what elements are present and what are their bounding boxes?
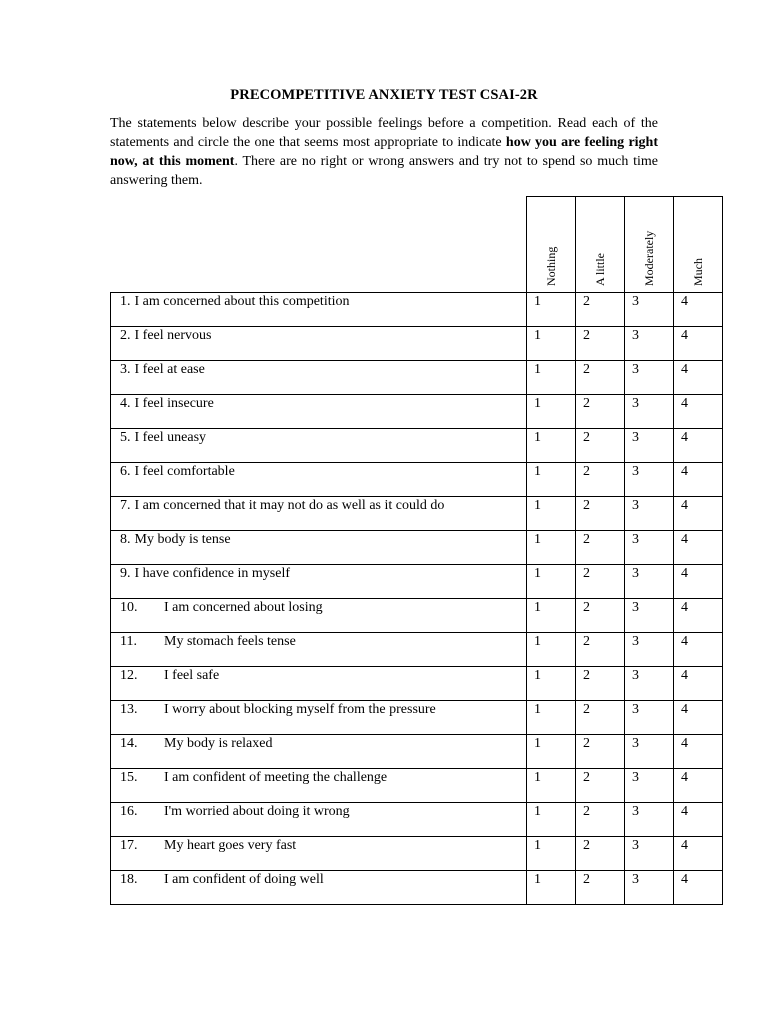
scale-option-cell[interactable] (576, 735, 625, 769)
item-number: 15. (120, 770, 138, 785)
scale-option-value[interactable]: 2 (583, 702, 590, 717)
scale-option-value[interactable]: 3 (632, 498, 639, 513)
instructions-paragraph (110, 114, 658, 190)
header-a-little (576, 197, 625, 293)
scale-option-value[interactable]: 1 (534, 328, 541, 343)
anxiety-scale-table (110, 196, 723, 905)
scale-option-value[interactable]: 3 (632, 566, 639, 581)
scale-option-value[interactable]: 1 (534, 838, 541, 853)
item-number: 6. (120, 464, 131, 479)
header-much (674, 197, 723, 293)
scale-option-value[interactable]: 4 (681, 464, 688, 479)
scale-option-cell[interactable] (625, 803, 674, 837)
scale-option-value[interactable]: 2 (583, 770, 590, 785)
item-statement (111, 463, 526, 481)
scale-option-value[interactable]: 2 (583, 498, 590, 513)
scale-option-cell[interactable] (527, 599, 576, 633)
scale-option-value[interactable]: 4 (681, 702, 688, 717)
item-statement (111, 769, 526, 787)
scale-option-cell[interactable] (527, 701, 576, 735)
scale-option-cell[interactable] (625, 565, 674, 599)
item-text: I feel at ease (134, 362, 205, 377)
item-statement (111, 293, 526, 311)
item-text: I am concerned that it may not do as well as it could do (134, 498, 445, 513)
scale-option-value[interactable]: 4 (681, 430, 688, 445)
scale-option-cell[interactable] (576, 463, 625, 497)
scale-option-value[interactable]: 4 (681, 498, 688, 513)
scale-option-value[interactable]: 1 (534, 770, 541, 785)
scale-option-value[interactable]: 2 (583, 804, 590, 819)
item-statement-cell (111, 361, 527, 395)
scale-option-cell[interactable] (625, 667, 674, 701)
item-text: I am concerned about losing (164, 600, 323, 615)
scale-option-cell[interactable] (576, 361, 625, 395)
scale-option-cell[interactable] (527, 735, 576, 769)
item-text: My heart goes very fast (164, 838, 297, 853)
scale-option-cell[interactable] (576, 327, 625, 361)
scale-option-value[interactable]: 4 (681, 838, 688, 853)
scale-option-value[interactable]: 3 (632, 600, 639, 615)
item-statement (111, 327, 526, 345)
scale-option-value[interactable]: 2 (583, 600, 590, 615)
item-number: 8. (120, 532, 131, 547)
item-number: 16. (120, 804, 138, 819)
item-number: 3. (120, 362, 131, 377)
item-statement-cell (111, 293, 527, 327)
item-statement (111, 633, 526, 651)
scale-option-value[interactable]: 4 (681, 532, 688, 547)
scale-option-value[interactable]: 3 (632, 464, 639, 479)
scale-option-value[interactable]: 4 (681, 294, 688, 309)
scale-option-cell[interactable] (625, 599, 674, 633)
scale-option-value[interactable]: 1 (534, 736, 541, 751)
scale-option-value[interactable]: 3 (632, 668, 639, 683)
scale-option-value[interactable]: 2 (583, 838, 590, 853)
item-statement (111, 531, 526, 549)
scale-option-value[interactable]: 4 (681, 872, 688, 887)
scale-option-cell[interactable] (625, 293, 674, 327)
item-number: 4. (120, 396, 131, 411)
table-row (111, 463, 723, 497)
table-row (111, 769, 723, 803)
scale-option-value[interactable]: 3 (632, 396, 639, 411)
scale-option-value[interactable]: 1 (534, 804, 541, 819)
scale-option-value[interactable]: 1 (534, 668, 541, 683)
item-number: 5. (120, 430, 131, 445)
instructions-emphasis: how you are feeling right now, at this moment (110, 135, 658, 169)
scale-header-row (111, 197, 723, 293)
scale-option-cell[interactable] (576, 599, 625, 633)
item-statement-cell (111, 599, 527, 633)
scale-option-cell[interactable] (674, 701, 723, 735)
scale-option-cell[interactable] (576, 837, 625, 871)
item-statement-cell (111, 837, 527, 871)
scale-option-cell[interactable] (576, 769, 625, 803)
item-text: I feel nervous (134, 328, 212, 343)
scale-option-value[interactable]: 1 (534, 872, 541, 887)
item-number: 14. (120, 736, 138, 751)
item-text: I feel uneasy (134, 430, 207, 445)
item-statement (111, 837, 526, 855)
table-row (111, 599, 723, 633)
scale-option-value[interactable]: 1 (534, 362, 541, 377)
instructions-text-end: . There are no right or wrong answers and try not to spend so much time answering them. (110, 154, 658, 188)
scale-option-cell[interactable] (576, 803, 625, 837)
scale-option-cell[interactable] (674, 599, 723, 633)
header-much-label: Much (691, 258, 705, 286)
table-row (111, 667, 723, 701)
item-text: My body is tense (134, 532, 231, 547)
scale-option-cell[interactable] (625, 327, 674, 361)
scale-option-cell[interactable] (527, 327, 576, 361)
item-statement-cell (111, 701, 527, 735)
scale-option-value[interactable]: 3 (632, 362, 639, 377)
scale-option-value[interactable]: 1 (534, 702, 541, 717)
scale-option-cell[interactable] (674, 735, 723, 769)
item-statement (111, 599, 526, 617)
scale-option-value[interactable]: 1 (534, 600, 541, 615)
scale-option-cell[interactable] (674, 667, 723, 701)
table-row (111, 803, 723, 837)
table-row (111, 565, 723, 599)
scale-option-value[interactable]: 2 (583, 294, 590, 309)
scale-option-value[interactable]: 4 (681, 736, 688, 751)
scale-option-cell[interactable] (674, 633, 723, 667)
item-text: I feel comfortable (134, 464, 235, 479)
scale-option-value[interactable]: 4 (681, 600, 688, 615)
scale-option-cell[interactable] (674, 395, 723, 429)
scale-option-value[interactable]: 3 (632, 532, 639, 547)
scale-option-cell[interactable] (576, 531, 625, 565)
item-number: 13. (120, 702, 138, 717)
item-number: 7. (120, 498, 131, 513)
scale-option-cell[interactable] (625, 735, 674, 769)
scale-option-cell[interactable] (527, 463, 576, 497)
scale-option-value[interactable]: 3 (632, 804, 639, 819)
item-text: My body is relaxed (164, 736, 273, 751)
item-statement (111, 395, 526, 413)
scale-option-value[interactable]: 2 (583, 736, 590, 751)
table-row (111, 361, 723, 395)
scale-option-value[interactable]: 2 (583, 328, 590, 343)
scale-option-value[interactable]: 3 (632, 838, 639, 853)
scale-option-cell[interactable] (674, 871, 723, 905)
scale-option-value[interactable]: 4 (681, 328, 688, 343)
scale-option-value[interactable]: 3 (632, 634, 639, 649)
table-row (111, 701, 723, 735)
scale-option-cell[interactable] (674, 531, 723, 565)
scale-option-value[interactable]: 1 (534, 294, 541, 309)
scale-option-value[interactable]: 2 (583, 634, 590, 649)
scale-option-cell[interactable] (576, 497, 625, 531)
item-text: I am confident of meeting the challenge (164, 770, 388, 785)
scale-option-cell[interactable] (527, 293, 576, 327)
item-statement-cell (111, 769, 527, 803)
scale-option-cell[interactable] (576, 633, 625, 667)
scale-option-cell[interactable] (625, 361, 674, 395)
scale-option-value[interactable]: 1 (534, 464, 541, 479)
table-row (111, 837, 723, 871)
item-text: I'm worried about doing it wrong (164, 804, 350, 819)
scale-option-value[interactable]: 3 (632, 872, 639, 887)
scale-option-cell[interactable] (576, 395, 625, 429)
scale-option-value[interactable]: 1 (534, 430, 541, 445)
header-moderately (625, 197, 674, 293)
scale-option-cell[interactable] (674, 293, 723, 327)
scale-option-value[interactable]: 1 (534, 566, 541, 581)
scale-option-value[interactable]: 1 (534, 498, 541, 513)
item-number: 11. (120, 634, 137, 649)
item-text: I have confidence in myself (134, 566, 290, 581)
scale-option-cell[interactable] (576, 701, 625, 735)
scale-option-cell[interactable] (625, 497, 674, 531)
scale-option-value[interactable]: 2 (583, 532, 590, 547)
scale-option-cell[interactable] (527, 395, 576, 429)
item-text: My stomach feels tense (164, 634, 296, 649)
scale-option-value[interactable]: 3 (632, 430, 639, 445)
item-statement (111, 701, 526, 719)
header-blank-cell (111, 197, 527, 293)
instructions-text-start: The statements below describe your possible feelings before a competition. Read each of the statements and circle the one that seems most appropriate to indicate (110, 116, 658, 150)
scale-option-value[interactable]: 4 (681, 362, 688, 377)
header-nothing (527, 197, 576, 293)
scale-option-value[interactable]: 4 (681, 396, 688, 411)
document-title: PRECOMPETITIVE ANXIETY TEST CSAI-2R (230, 87, 538, 103)
scale-option-value[interactable]: 3 (632, 702, 639, 717)
item-statement-cell (111, 395, 527, 429)
item-text: I feel safe (164, 668, 220, 683)
table-row (111, 497, 723, 531)
scale-option-cell[interactable] (674, 837, 723, 871)
table-row (111, 293, 723, 327)
scale-option-value[interactable]: 2 (583, 430, 590, 445)
scale-option-cell[interactable] (527, 803, 576, 837)
item-text: I am confident of doing well (164, 872, 324, 887)
scale-option-cell[interactable] (527, 429, 576, 463)
item-statement-cell (111, 735, 527, 769)
scale-option-value[interactable]: 4 (681, 634, 688, 649)
table-row (111, 395, 723, 429)
item-number: 9. (120, 566, 131, 581)
scale-option-value[interactable]: 1 (534, 532, 541, 547)
header-nothing-label: Nothing (544, 246, 558, 286)
scale-option-value[interactable]: 1 (534, 396, 541, 411)
scale-option-value[interactable]: 4 (681, 566, 688, 581)
scale-option-cell[interactable] (674, 565, 723, 599)
table-row (111, 633, 723, 667)
scale-option-value[interactable]: 4 (681, 668, 688, 683)
item-number: 18. (120, 872, 138, 887)
header-moderately-label: Moderately (642, 230, 656, 286)
scale-option-cell[interactable] (625, 531, 674, 565)
scale-option-cell[interactable] (527, 531, 576, 565)
item-statement (111, 361, 526, 379)
item-text: I am concerned about this competition (134, 294, 350, 309)
scale-option-cell[interactable] (527, 565, 576, 599)
item-text: I worry about blocking myself from the pressure (164, 702, 436, 717)
item-statement-cell (111, 463, 527, 497)
item-number: 17. (120, 838, 138, 853)
item-statement-cell (111, 531, 527, 565)
item-statement (111, 735, 526, 753)
item-number: 12. (120, 668, 138, 683)
scale-option-value[interactable]: 1 (534, 634, 541, 649)
scale-option-value[interactable]: 3 (632, 770, 639, 785)
table-row (111, 531, 723, 565)
scale-option-cell[interactable] (527, 769, 576, 803)
scale-option-cell[interactable] (625, 633, 674, 667)
scale-option-cell[interactable] (527, 871, 576, 905)
item-statement (111, 565, 526, 583)
scale-option-cell[interactable] (674, 769, 723, 803)
scale-option-cell[interactable] (625, 429, 674, 463)
item-statement (111, 803, 526, 821)
scale-option-cell[interactable] (625, 463, 674, 497)
item-statement-cell (111, 803, 527, 837)
item-statement (111, 497, 526, 515)
scale-option-cell[interactable] (527, 837, 576, 871)
item-number: 2. (120, 328, 131, 343)
scale-option-value[interactable]: 3 (632, 328, 639, 343)
scale-option-value[interactable]: 2 (583, 362, 590, 377)
scale-option-cell[interactable] (576, 293, 625, 327)
item-statement-cell (111, 565, 527, 599)
item-statement-cell (111, 327, 527, 361)
scale-option-value[interactable]: 2 (583, 566, 590, 581)
scale-option-cell[interactable] (625, 871, 674, 905)
scale-option-cell[interactable] (576, 667, 625, 701)
scale-option-value[interactable]: 2 (583, 872, 590, 887)
scale-option-value[interactable]: 2 (583, 396, 590, 411)
scale-option-cell[interactable] (527, 361, 576, 395)
item-statement-cell (111, 871, 527, 905)
scale-option-cell[interactable] (625, 837, 674, 871)
scale-option-cell[interactable] (625, 395, 674, 429)
scale-option-cell[interactable] (576, 871, 625, 905)
scale-option-value[interactable]: 3 (632, 294, 639, 309)
scale-option-cell[interactable] (674, 463, 723, 497)
item-statement-cell (111, 633, 527, 667)
item-statement (111, 871, 526, 889)
scale-option-value[interactable]: 4 (681, 804, 688, 819)
scale-option-cell[interactable] (674, 327, 723, 361)
scale-option-cell[interactable] (674, 497, 723, 531)
table-row (111, 871, 723, 905)
item-statement-cell (111, 429, 527, 463)
table-row (111, 735, 723, 769)
scale-option-value[interactable]: 2 (583, 668, 590, 683)
scale-option-value[interactable]: 2 (583, 464, 590, 479)
scale-option-value[interactable]: 3 (632, 736, 639, 751)
scale-option-cell[interactable] (527, 667, 576, 701)
scale-option-cell[interactable] (674, 429, 723, 463)
scale-option-cell[interactable] (674, 361, 723, 395)
item-statement (111, 667, 526, 685)
scale-option-cell[interactable] (527, 633, 576, 667)
scale-option-cell[interactable] (527, 497, 576, 531)
item-number: 1. (120, 294, 131, 309)
item-statement-cell (111, 667, 527, 701)
scale-option-cell[interactable] (625, 701, 674, 735)
table-row (111, 429, 723, 463)
header-a-little-label: A little (593, 253, 607, 286)
item-text: I feel insecure (134, 396, 214, 411)
scale-option-cell[interactable] (576, 565, 625, 599)
scale-option-cell[interactable] (625, 769, 674, 803)
item-statement (111, 429, 526, 447)
scale-option-value[interactable]: 4 (681, 770, 688, 785)
scale-option-cell[interactable] (674, 803, 723, 837)
table-row (111, 327, 723, 361)
scale-option-cell[interactable] (576, 429, 625, 463)
item-statement-cell (111, 497, 527, 531)
item-number: 10. (120, 600, 138, 615)
